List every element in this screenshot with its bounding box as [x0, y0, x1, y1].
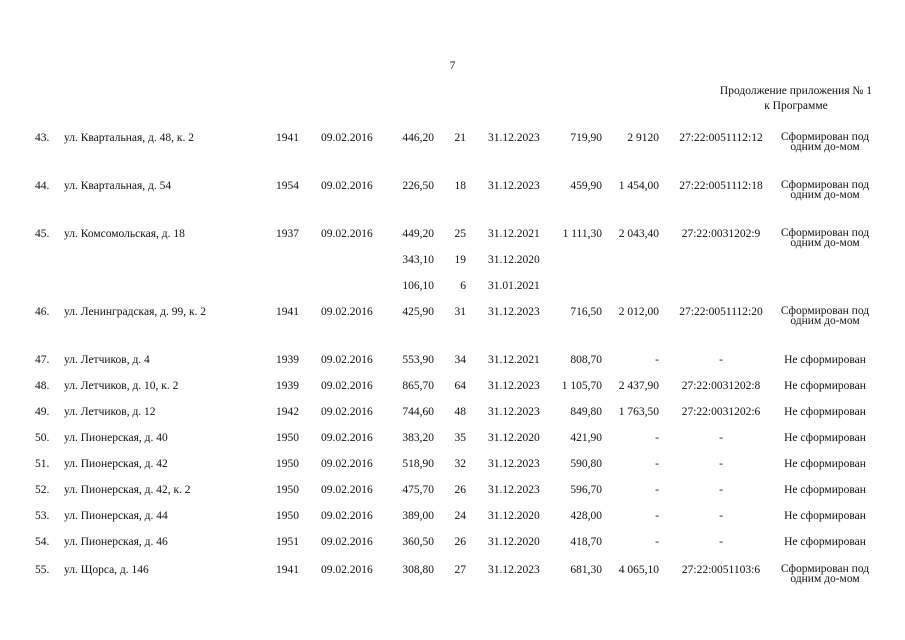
plot-area: - [655, 510, 659, 522]
address: ул. Летчиков, д. 10, к. 2 [64, 380, 179, 392]
residents-count: 25 [454, 228, 466, 240]
residents-count: 64 [454, 380, 466, 392]
row-number: 44. [35, 180, 50, 192]
residents-count: 27 [454, 564, 466, 576]
resettlement-deadline: 31.12.2023 [488, 458, 540, 470]
land-area: 418,70 [570, 536, 602, 548]
table-row [0, 179, 905, 201]
build-year: 1954 [276, 180, 299, 192]
resettlement-deadline: 31.12.2023 [488, 180, 540, 192]
residents-count: 19 [454, 254, 466, 266]
resettlement-deadline: 31.12.2023 [488, 132, 540, 144]
resettlement-deadline: 31.12.2023 [488, 406, 540, 418]
living-area: 553,90 [402, 354, 434, 366]
land-status: Сформирован под одним до-мом [780, 563, 870, 585]
plot-area: 2 437,90 [618, 380, 659, 392]
plot-area: 4 065,10 [618, 564, 659, 576]
row-number: 50. [35, 432, 50, 444]
living-area: 446,20 [402, 132, 434, 144]
land-status: Сформирован под одним до-мом [780, 179, 870, 201]
land-status: Сформирован под одним до-мом [780, 305, 870, 327]
table-row [0, 458, 905, 472]
decision-date: 09.02.2016 [321, 228, 373, 240]
residents-count: 26 [454, 536, 466, 548]
build-year: 1939 [276, 380, 299, 392]
cadastral-number: 27:22:0051112:18 [679, 180, 763, 192]
cadastral-number: - [719, 536, 723, 548]
table-row [0, 254, 905, 268]
plot-area: - [655, 432, 659, 444]
land-area: 459,90 [570, 180, 602, 192]
plot-area: - [655, 354, 659, 366]
continuation-header [720, 84, 872, 114]
land-area: 590,80 [570, 458, 602, 470]
plot-area: - [655, 458, 659, 470]
cadastral-number: 27:22:0051112:20 [679, 306, 763, 318]
table-row [0, 227, 905, 249]
row-number: 52. [35, 484, 50, 496]
row-number: 45. [35, 228, 50, 240]
build-year: 1937 [276, 228, 299, 240]
land-area: 716,50 [570, 306, 602, 318]
table-row [0, 305, 905, 327]
residents-count: 31 [454, 306, 466, 318]
plot-area: 2 9120 [627, 132, 659, 144]
resettlement-deadline: 31.12.2023 [488, 380, 540, 392]
living-area: 518,90 [402, 458, 434, 470]
decision-date: 09.02.2016 [321, 406, 373, 418]
decision-date: 09.02.2016 [321, 180, 373, 192]
table-row [0, 406, 905, 420]
address: ул. Летчиков, д. 12 [64, 406, 156, 418]
continuation-line-2: к Программе [764, 100, 828, 112]
resettlement-deadline: 31.12.2023 [488, 484, 540, 496]
land-area: 808,70 [570, 354, 602, 366]
address: ул. Комсомольская, д. 18 [64, 228, 185, 240]
table-row [0, 536, 905, 550]
address: ул. Летчиков, д. 4 [64, 354, 150, 366]
residents-count: 18 [454, 180, 466, 192]
residents-count: 6 [460, 280, 466, 292]
decision-date: 09.02.2016 [321, 380, 373, 392]
row-number: 46. [35, 306, 50, 318]
residents-count: 35 [454, 432, 466, 444]
land-area: 428,00 [570, 510, 602, 522]
table-row [0, 563, 905, 585]
living-area: 389,00 [402, 510, 434, 522]
land-status: Сформирован под одним до-мом [780, 227, 870, 249]
decision-date: 09.02.2016 [321, 458, 373, 470]
living-area: 475,70 [402, 484, 434, 496]
plot-area: - [655, 536, 659, 548]
build-year: 1950 [276, 510, 299, 522]
address: ул. Пионерская, д. 42 [64, 458, 168, 470]
resettlement-deadline: 31.12.2020 [488, 432, 540, 444]
address: ул. Пионерская, д. 42, к. 2 [64, 484, 191, 496]
plot-area: 1 763,50 [618, 406, 659, 418]
address: ул. Щорса, д. 146 [64, 564, 149, 576]
resettlement-deadline: 31.12.2020 [488, 536, 540, 548]
residents-count: 24 [454, 510, 466, 522]
resettlement-deadline: 31.12.2023 [488, 306, 540, 318]
table-row [0, 380, 905, 394]
row-number: 53. [35, 510, 50, 522]
residents-count: 34 [454, 354, 466, 366]
cadastral-number: - [719, 510, 723, 522]
build-year: 1941 [276, 132, 299, 144]
land-status: Не сформирован [784, 354, 866, 366]
row-number: 51. [35, 458, 50, 470]
plot-area: 2 043,40 [618, 228, 659, 240]
land-area: 681,30 [570, 564, 602, 576]
resettlement-deadline: 31.01.2021 [488, 280, 540, 292]
build-year: 1942 [276, 406, 299, 418]
land-status: Не сформирован [784, 432, 866, 444]
land-status: Не сформирован [784, 406, 866, 418]
land-area: 849,80 [570, 406, 602, 418]
land-area: 421,90 [570, 432, 602, 444]
residents-count: 21 [454, 132, 466, 144]
address: ул. Пионерская, д. 44 [64, 510, 168, 522]
land-area: 1 111,30 [562, 228, 602, 240]
land-status: Не сформирован [784, 536, 866, 548]
residents-count: 48 [454, 406, 466, 418]
land-status: Не сформирован [784, 510, 866, 522]
decision-date: 09.02.2016 [321, 132, 373, 144]
land-status: Не сформирован [784, 484, 866, 496]
decision-date: 09.02.2016 [321, 484, 373, 496]
cadastral-number: - [719, 432, 723, 444]
living-area: 343,10 [402, 254, 434, 266]
address: ул. Пионерская, д. 46 [64, 536, 168, 548]
cadastral-number: 27:22:0031202:8 [681, 380, 761, 392]
build-year: 1950 [276, 432, 299, 444]
cadastral-number: - [719, 484, 723, 496]
land-area: 596,70 [570, 484, 602, 496]
table-row [0, 131, 905, 153]
residents-count: 32 [454, 458, 466, 470]
land-status: Не сформирован [784, 458, 866, 470]
land-status: Сформирован под одним до-мом [780, 131, 870, 153]
cadastral-number: 27:22:0031202:6 [681, 406, 761, 418]
living-area: 383,20 [402, 432, 434, 444]
cadastral-number: 27:22:0031202:9 [681, 228, 761, 240]
resettlement-deadline: 31.12.2021 [488, 228, 540, 240]
build-year: 1951 [276, 536, 299, 548]
address: ул. Пионерская, д. 40 [64, 432, 168, 444]
row-number: 49. [35, 406, 50, 418]
table-row [0, 354, 905, 368]
cadastral-number: - [719, 354, 723, 366]
decision-date: 09.02.2016 [321, 354, 373, 366]
build-year: 1950 [276, 484, 299, 496]
row-number: 48. [35, 380, 50, 392]
land-area: 1 105,70 [561, 380, 602, 392]
address: ул. Ленинградская, д. 99, к. 2 [64, 306, 207, 318]
table-row [0, 280, 905, 294]
address: ул. Квартальная, д. 48, к. 2 [64, 132, 194, 144]
cadastral-number: 27:22:0051103:6 [681, 564, 761, 576]
living-area: 449,20 [402, 228, 434, 240]
build-year: 1939 [276, 354, 299, 366]
plot-area: - [655, 484, 659, 496]
row-number: 54. [35, 536, 50, 548]
decision-date: 09.02.2016 [321, 536, 373, 548]
plot-area: 1 454,00 [618, 180, 659, 192]
decision-date: 09.02.2016 [321, 306, 373, 318]
land-area: 719,90 [570, 132, 602, 144]
page-number: 7 [449, 60, 456, 72]
build-year: 1941 [276, 306, 299, 318]
row-number: 47. [35, 354, 50, 366]
resettlement-deadline: 31.12.2020 [488, 254, 540, 266]
living-area: 106,10 [402, 280, 434, 292]
living-area: 360,50 [402, 536, 434, 548]
decision-date: 09.02.2016 [321, 432, 373, 444]
residents-count: 26 [454, 484, 466, 496]
resettlement-deadline: 31.12.2021 [488, 354, 540, 366]
build-year: 1941 [276, 564, 299, 576]
land-status: Не сформирован [784, 380, 866, 392]
table-row [0, 484, 905, 498]
living-area: 744,60 [402, 406, 434, 418]
table-row [0, 510, 905, 524]
continuation-line-1: Продолжение приложения № 1 [719, 85, 872, 97]
living-area: 226,50 [402, 180, 434, 192]
cadastral-number: 27:22:0051112:12 [679, 132, 763, 144]
plot-area: 2 012,00 [618, 306, 659, 318]
living-area: 308,80 [402, 564, 434, 576]
row-number: 43. [35, 132, 50, 144]
living-area: 865,70 [402, 380, 434, 392]
build-year: 1950 [276, 458, 299, 470]
cadastral-number: - [719, 458, 723, 470]
decision-date: 09.02.2016 [321, 510, 373, 522]
resettlement-deadline: 31.12.2023 [488, 564, 540, 576]
table-row [0, 432, 905, 446]
address: ул. Квартальная, д. 54 [64, 180, 172, 192]
row-number: 55. [35, 564, 50, 576]
resettlement-deadline: 31.12.2020 [488, 510, 540, 522]
living-area: 425,90 [402, 306, 434, 318]
decision-date: 09.02.2016 [321, 564, 373, 576]
